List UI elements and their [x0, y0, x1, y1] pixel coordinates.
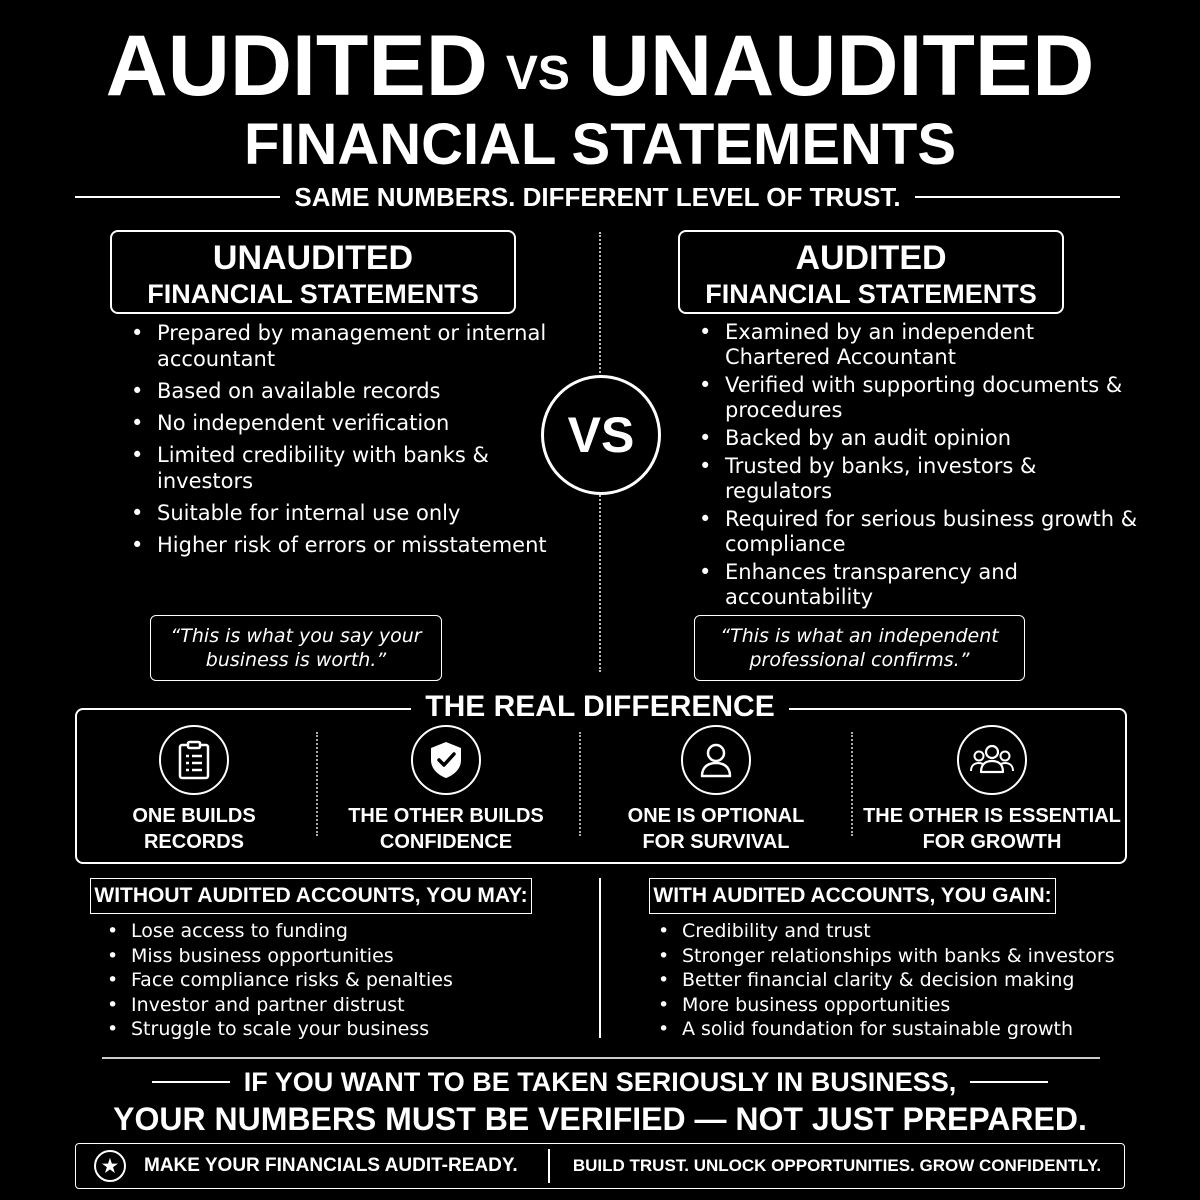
difference-label-line: FOR GROWTH: [922, 831, 1062, 853]
unaudited-quote-text: “This is what you say your business is worth.”: [170, 625, 422, 671]
list-item: • Higher risk of errors or misstatement: [157, 532, 577, 558]
list-item: • Required for serious business growth & compliance: [725, 507, 1145, 557]
cta-line-1-text: IF YOU WANT TO BE TAKEN SERIOUSLY IN BUSINESS,: [243, 1067, 957, 1097]
unaudited-subheading: FINANCIAL STATEMENTS: [147, 279, 479, 309]
real-difference-title: [0, 690, 1200, 724]
title-vs: VS: [505, 47, 570, 100]
list-item: • Prepared by management or internal accountant: [157, 320, 577, 372]
cta-rule-left: [152, 1081, 230, 1083]
vs-badge: VS: [541, 375, 661, 495]
list-item: • Better financial clarity & decision making: [682, 968, 1122, 993]
shield-check-icon: [411, 725, 481, 795]
audited-header: [678, 230, 1064, 314]
without-audit-heading: WITHOUT AUDITED ACCOUNTS, YOU MAY:: [90, 878, 532, 914]
list-item: • Stronger relationships with banks & investors: [682, 944, 1122, 969]
list-item: • Trusted by banks, investors & regulators: [725, 454, 1145, 504]
list-item: • Lose access to funding: [131, 919, 571, 944]
unaudited-list: [157, 320, 577, 564]
difference-label: [586, 803, 846, 855]
without-audit-list: [131, 919, 571, 1042]
unaudited-quote: [150, 615, 442, 681]
difference-label-line: ONE BUILDS: [132, 805, 256, 827]
star-icon: ★: [94, 1150, 126, 1182]
difference-divider: [579, 732, 581, 836]
list-item: • Investor and partner distrust: [131, 993, 571, 1018]
difference-label-line: RECORDS: [143, 831, 244, 853]
group-icon: [957, 725, 1027, 795]
list-item: • Verified with supporting documents & procedures: [725, 373, 1145, 423]
footer-banner: [75, 1143, 1125, 1189]
difference-label-line: THE OTHER IS ESSENTIAL: [863, 805, 1121, 827]
section-divider: [102, 1057, 1100, 1059]
list-item: • A solid foundation for sustainable growth: [682, 1017, 1122, 1042]
difference-label: [316, 803, 576, 855]
bottom-divider: [599, 878, 601, 1038]
footer-left-text: MAKE YOUR FINANCIALS AUDIT-READY.: [144, 1155, 518, 1176]
list-item: • No independent verification: [157, 410, 577, 436]
difference-label-line: ONE IS OPTIONAL: [627, 805, 805, 827]
audited-quote: [694, 615, 1025, 681]
footer-right-text: BUILD TRUST. UNLOCK OPPORTUNITIES. GROW CONFIDENTLY.: [572, 1156, 1102, 1175]
unaudited-heading: UNAUDITED: [212, 239, 414, 277]
page-subtitle: FINANCIAL STATEMENTS: [243, 112, 957, 177]
difference-label-line: FOR SURVIVAL: [642, 831, 790, 853]
list-item: • Based on available records: [157, 378, 577, 404]
real-difference-title-text: THE REAL DIFFERENCE: [411, 690, 788, 723]
audited-quote-text: “This is what an independent professional confirms.”: [720, 625, 999, 671]
list-item: • Miss business opportunities: [131, 944, 571, 969]
cta-line-1: [0, 1066, 1200, 1098]
list-item: • Suitable for internal use only: [157, 500, 577, 526]
list-item: • Limited credibility with banks & investors: [157, 442, 577, 494]
title-right: UNAUDITED: [587, 18, 1095, 114]
list-item: • More business opportunities: [682, 993, 1122, 1018]
difference-label: [862, 803, 1122, 855]
cta-line-2: YOUR NUMBERS MUST BE VERIFIED — NOT JUST PREPARED.: [113, 1101, 1087, 1137]
audited-list: [725, 320, 1145, 613]
difference-divider: [851, 732, 853, 836]
difference-item-growth: [862, 725, 1122, 855]
page-title: [0, 18, 1200, 122]
person-icon: [681, 725, 751, 795]
difference-label: [64, 803, 324, 855]
audited-subheading: FINANCIAL STATEMENTS: [705, 279, 1037, 309]
list-item: • Examined by an independent Chartered Accountant: [725, 320, 1145, 370]
clipboard-icon: [159, 725, 229, 795]
unaudited-header: [110, 230, 516, 314]
list-item: • Backed by an audit opinion: [725, 426, 1145, 451]
tagline-rule-right: [915, 196, 1120, 198]
cta-rule-right: [970, 1081, 1048, 1083]
difference-item-confidence: [316, 725, 576, 855]
footer-left: [76, 1150, 548, 1182]
list-item: • Struggle to scale your business: [131, 1017, 571, 1042]
tagline: [75, 180, 1120, 214]
tagline-rule-left: [75, 196, 280, 198]
difference-item-survival: [586, 725, 846, 855]
list-item: • Enhances transparency and accountability: [725, 560, 1145, 610]
difference-label-line: CONFIDENCE: [379, 831, 513, 853]
with-audit-heading: WITH AUDITED ACCOUNTS, YOU GAIN:: [649, 878, 1056, 914]
title-left: AUDITED: [105, 18, 488, 114]
audited-heading: AUDITED: [795, 239, 947, 277]
with-audit-list: [682, 919, 1122, 1042]
list-item: • Credibility and trust: [682, 919, 1122, 944]
list-item: • Face compliance risks & penalties: [131, 968, 571, 993]
difference-item-records: [64, 725, 324, 855]
tagline-text: SAME NUMBERS. DIFFERENT LEVEL OF TRUST.: [294, 181, 901, 212]
difference-label-line: THE OTHER BUILDS: [348, 805, 544, 827]
